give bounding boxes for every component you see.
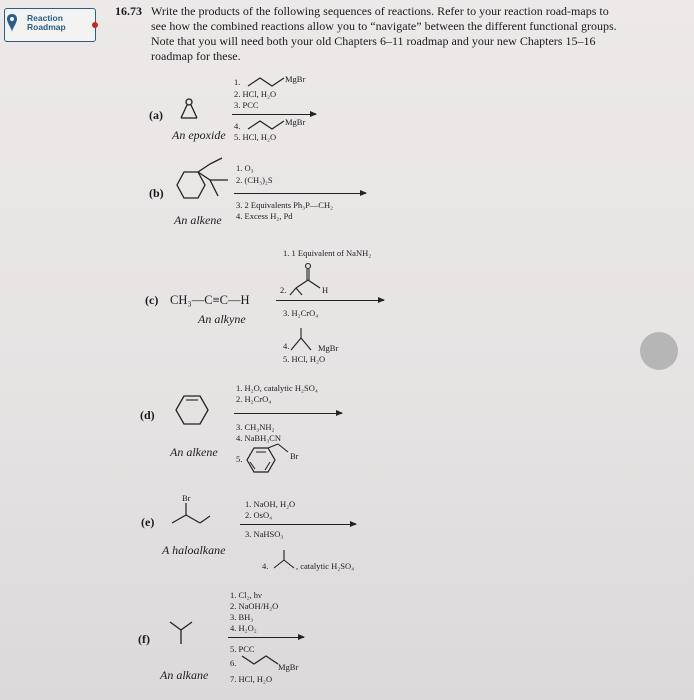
- part-a-reagent-4: 4.: [234, 121, 241, 131]
- part-c-reagent-3: 3. H₂CrO₄: [283, 308, 319, 318]
- part-c-reagent-5: 5. HCl, H₂O: [283, 354, 326, 364]
- part-c-reagent-4: 4.: [283, 341, 290, 351]
- part-f-grignard-label: MgBr: [278, 662, 299, 672]
- part-f-reagent-2: 2. NaOH/H₂O: [230, 601, 279, 611]
- badge-dot: [92, 22, 98, 28]
- part-a-reagent-1: 1.: [234, 77, 241, 87]
- part-b-reagent-3: 3. 2 Equivalents Ph₃P—CH₂: [236, 200, 334, 210]
- part-b-label: (b): [149, 186, 164, 200]
- part-d-bromide-label: Br: [290, 451, 299, 461]
- part-f-label: (f): [138, 632, 150, 646]
- part-f-reagent-6: 6.: [230, 658, 237, 668]
- part-d-reagent-5: 5.: [236, 454, 243, 464]
- part-b-reagent-2: 2. (CH₃)₂S: [236, 175, 273, 185]
- part-a-grignard-2-label: MgBr: [285, 117, 306, 127]
- part-f-arrow: [228, 637, 304, 638]
- part-c-reagent-1: 1. 1 Equivalent of NaNH₂: [283, 248, 372, 258]
- part-c-grignard-label: MgBr: [318, 343, 339, 353]
- part-a-reagent-2: 2. HCl, H₂O: [234, 89, 277, 99]
- part-f-caption: An alkane: [160, 668, 209, 682]
- part-e-arrow: [240, 524, 356, 525]
- propyne-formula: CH₃—C≡C—H: [170, 293, 250, 307]
- part-f-reagent-4: 4. H₂O₂: [230, 623, 257, 633]
- part-a-reagent-5: 5. HCl, H₂O: [234, 132, 277, 142]
- part-e-reagent-1: 1. NaOH, H₂O: [245, 499, 296, 509]
- part-a-grignard-1-label: MgBr: [285, 74, 306, 84]
- part-e-caption: A haloalkane: [162, 543, 226, 557]
- part-b-reagent-1: 1. O₃: [236, 163, 254, 173]
- badge-line1: Reaction: [27, 13, 63, 23]
- part-d-reagent-3: 3. CH₃NH₂: [236, 422, 275, 432]
- part-d-reagent-2: 2. H₂CrO₄: [236, 394, 272, 404]
- part-d-arrow: [234, 413, 342, 414]
- benzyl-bromide-structure: [246, 444, 306, 480]
- cyclohexene-structure: [174, 394, 214, 430]
- problem-text: Write the products of the following sequences of reactions. Refer to your reaction road-maps to see how the combined reactions allow you to “navigate” between the different functional groups. Note that you will need both your old Chapters 6–11 roadmap and your new Chapters 15–16 roadmap for these.: [151, 4, 617, 63]
- part-e-label: (e): [141, 515, 155, 529]
- part-c-reagent-2: 2.: [280, 285, 287, 295]
- isobutane-structure: [168, 618, 204, 648]
- part-a-reagent-3: 3. PCC: [234, 100, 259, 110]
- roadmap-pin-icon: [6, 13, 18, 33]
- part-c-aldehyde-h: H: [322, 285, 329, 295]
- part-c-caption: An alkyne: [198, 312, 246, 326]
- haloalkane-structure: [170, 503, 220, 529]
- part-d-reagent-1: 1. H₂O, catalytic H₂SO₄: [236, 383, 318, 393]
- camera-shadow-circle: [640, 332, 678, 370]
- part-e-reagent-5: , catalytic H₂SO₄: [296, 561, 355, 571]
- part-d-label: (d): [140, 408, 155, 422]
- part-e-halogen: Br: [182, 493, 191, 503]
- part-f-reagent-7: 7. HCl, H₂O: [230, 674, 273, 684]
- part-e-reagent-4: 4.: [262, 561, 269, 571]
- part-c-label: (c): [145, 293, 159, 307]
- part-f-reagent-3: 3. BH₃: [230, 612, 254, 622]
- part-f-reagent-5: 5. PCC: [230, 644, 255, 654]
- part-d-reagent-4: 4. NaBH₃CN: [236, 433, 281, 443]
- part-b-reagent-4: 4. Excess H₂, Pd: [236, 211, 293, 221]
- part-e-reagent-3: 3. NaHSO₃: [245, 529, 284, 539]
- part-f-reagent-1: 1. Cl₂, hν: [230, 590, 262, 600]
- problem-number: 16.73: [115, 4, 142, 18]
- epoxide-structure: [176, 96, 206, 124]
- part-a-arrow: [232, 114, 316, 115]
- part-a-label: (a): [149, 108, 163, 122]
- methylenecyclohexane-structure: [174, 170, 238, 206]
- part-d-caption: An alkene: [170, 445, 218, 459]
- part-c-arrow: [276, 300, 384, 301]
- badge-line2: Roadmap: [27, 22, 66, 32]
- part-e-reagent-2: 2. OsO₄: [245, 510, 273, 520]
- part-b-arrow: [234, 193, 366, 194]
- part-a-caption: An epoxide: [172, 128, 226, 142]
- part-b-caption: An alkene: [174, 213, 222, 227]
